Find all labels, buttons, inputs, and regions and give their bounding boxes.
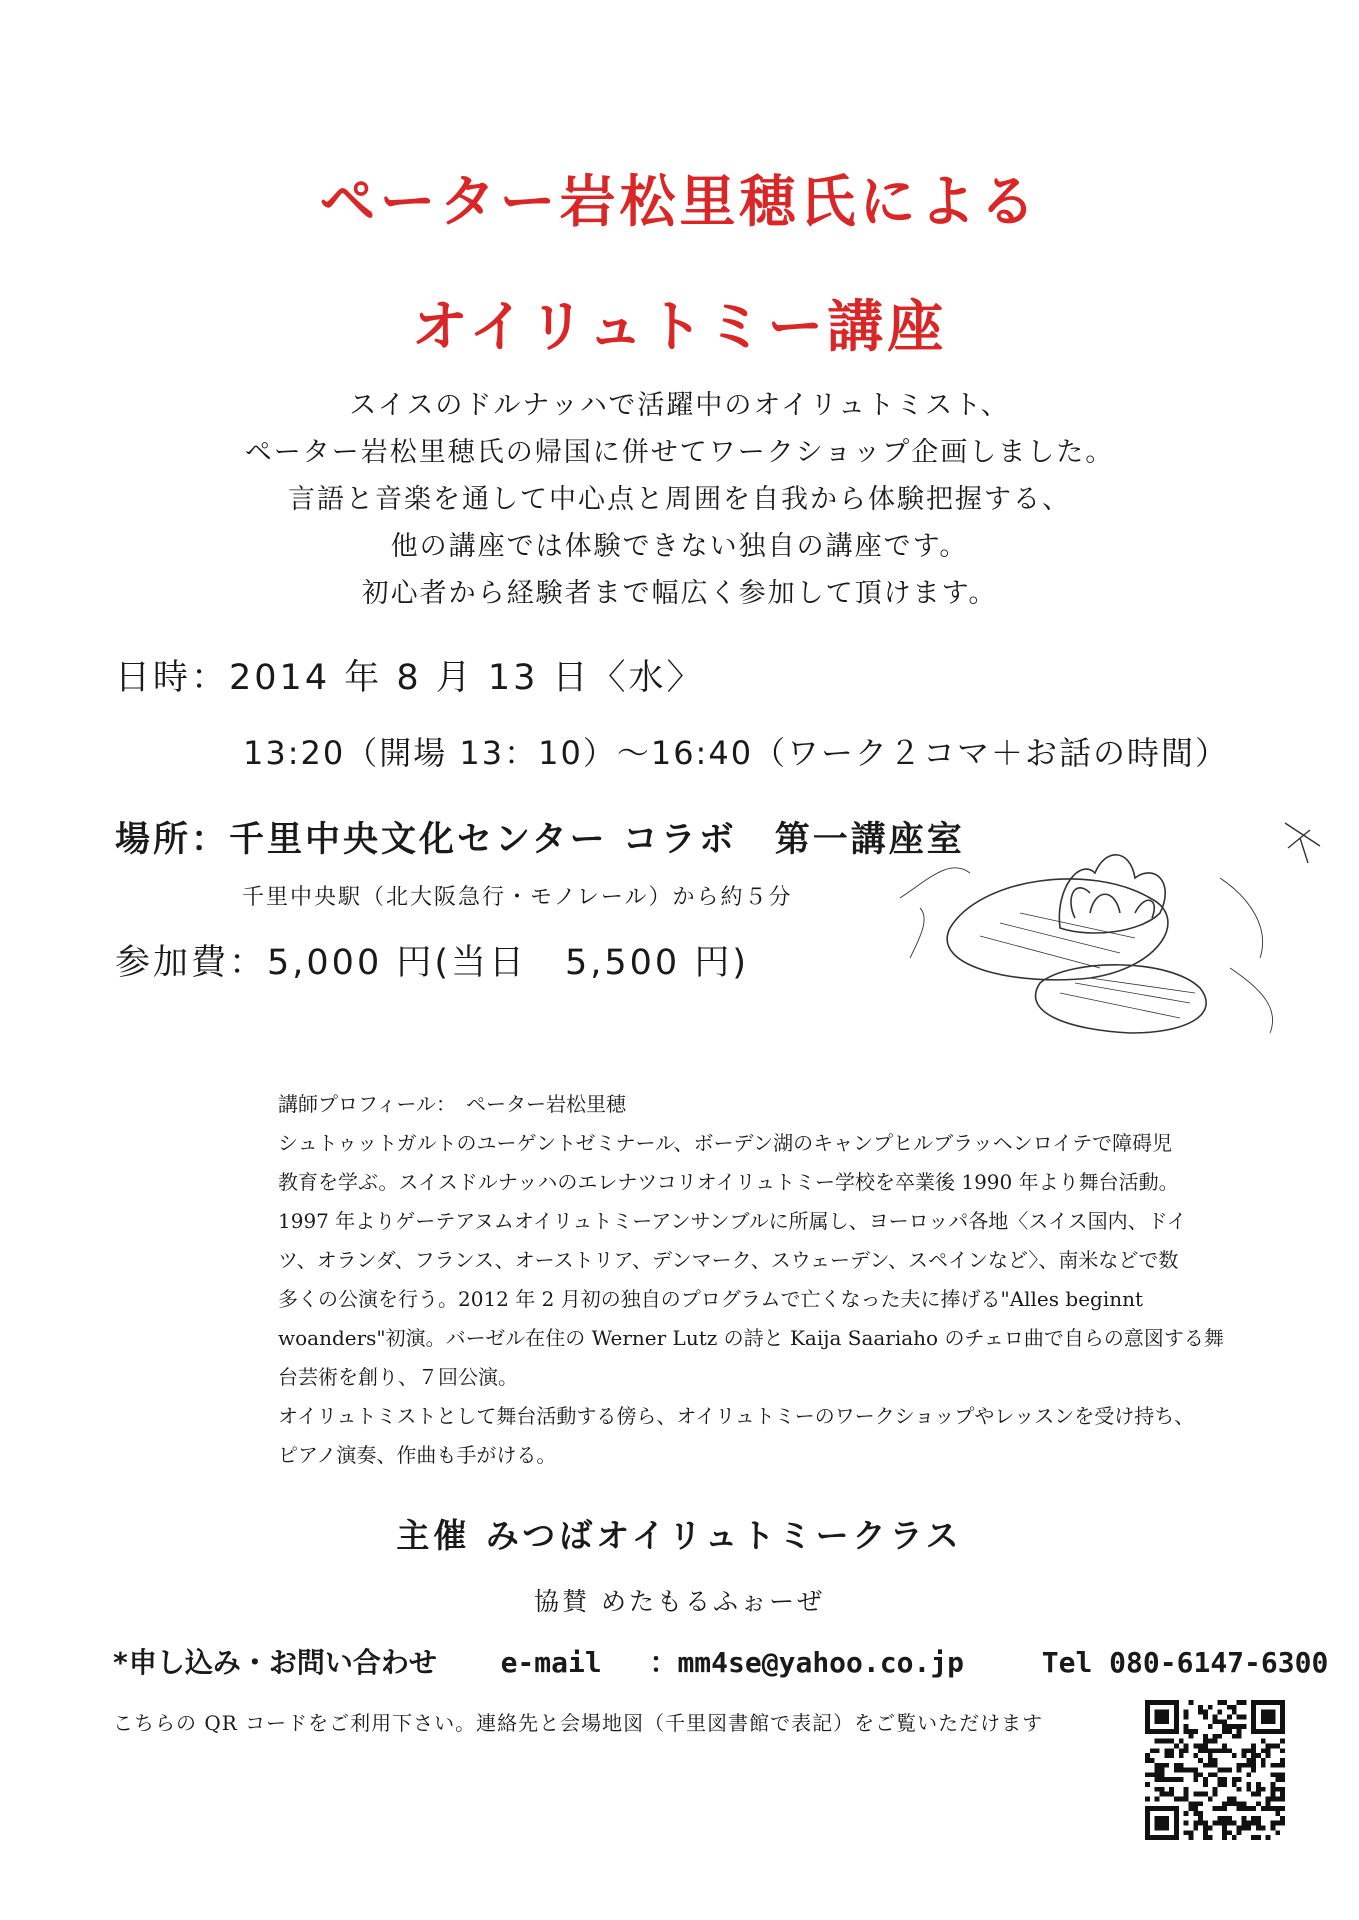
- contact-line: [112, 1641, 1328, 1681]
- title-line-1: ペーター岩松里穂氏による: [319, 169, 1040, 235]
- date-value: 2014 年 8 月 13 日〈水〉: [229, 658, 705, 698]
- profile-line: 台芸術を創り、７回公演。: [278, 1365, 518, 1389]
- fee-value: 5,000 円(当日 5,500 円): [267, 943, 749, 983]
- title-line-2: オイリュトミー講座: [411, 294, 948, 360]
- profile-line: ツ、オランダ、フランス、オーストリア、デンマーク、スウェーデン、スペインなど〉、南米などで数: [278, 1248, 1179, 1272]
- profile-line: ピアノ演奏、作曲も手がける。: [278, 1443, 557, 1467]
- event-fee: [115, 935, 749, 985]
- profile-line: 1997 年よりゲーテアヌムオイリュトミーアンサンブルに所属し、ヨーロッパ各地〈スイス国内、ドイ: [278, 1209, 1187, 1233]
- intro-line: ペーター岩松里穂氏の帰国に併せてワークショップ企画しました。: [244, 437, 1115, 468]
- intro-paragraph: [0, 382, 1359, 617]
- venue-label: 場所：: [115, 820, 230, 860]
- qr-code[interactable]: [1145, 1700, 1285, 1840]
- profile-line: 講師プロフィール： ペーター岩松里穂: [278, 1092, 626, 1116]
- event-time: 13:20（開場 13：10）～16:40（ワーク２コマ＋お話の時間）: [243, 734, 1230, 772]
- event-date: [115, 650, 705, 700]
- event-venue: [115, 812, 965, 862]
- contact-label: *申し込み・お問い合わせ: [112, 1646, 437, 1679]
- venue-value: 千里中央文化センター コラボ 第一講座室: [229, 820, 965, 860]
- instructor-profile: [278, 1085, 1308, 1475]
- phone-number[interactable]: Tel 080-6147-6300: [1041, 1646, 1329, 1679]
- profile-line: オイリュトミストとして舞台活動する傍ら、オイリュトミーのワークショップやレッスンを受け持ち、: [278, 1404, 1195, 1428]
- email-label: e-mail: [500, 1646, 602, 1679]
- profile-line: シュトゥットガルトのユーゲントゼミナール、ボーデン湖のキャンプヒルブラッヘンロイテで障碍児: [278, 1131, 1173, 1155]
- profile-line: 多くの公演を行う。2012 年 2 月初の独自のプログラムで亡くなった夫に捧げる"Alles beginnt: [278, 1287, 1144, 1311]
- fee-label: 参加費：: [115, 943, 268, 983]
- intro-line: 初心者から経験者まで幅広く参加して頂けます。: [361, 578, 998, 609]
- intro-line: スイスのドルナッハで活躍中のオイリュトミスト、: [349, 390, 1010, 421]
- sponsor: 協賛 めたもるふぉーぜ: [534, 1587, 825, 1616]
- water-lily-illustration: [890, 818, 1330, 1063]
- profile-line: 教育を学ぶ。スイスドルナッハのエレナツコリオイリュトミー学校を卒業後 1990 年より舞台活動。: [278, 1170, 1179, 1194]
- profile-line: woanders"初演。バーゼル在住の Werner Lutz の詩と Kaija Saariaho のチェロ曲で自らの意図する舞: [278, 1326, 1224, 1350]
- venue-access: 千里中央駅（北大阪急行・モノレール）から約５分: [242, 885, 793, 910]
- organizer: 主催 みつばオイリュトミークラス: [396, 1516, 963, 1555]
- date-label: 日時：: [115, 658, 230, 698]
- email-address[interactable]: ：mm4se@yahoo.co.jp: [649, 1646, 965, 1679]
- intro-line: 言語と音楽を通して中心点と周囲を自我から体験把握する、: [288, 484, 1071, 515]
- qr-note: こちらの QR コードをご利用下さい。連絡先と会場地図（千里図書館で表記）をご覧いただけます: [113, 1711, 1044, 1735]
- intro-line: 他の講座では体験できない独自の講座です。: [390, 531, 969, 562]
